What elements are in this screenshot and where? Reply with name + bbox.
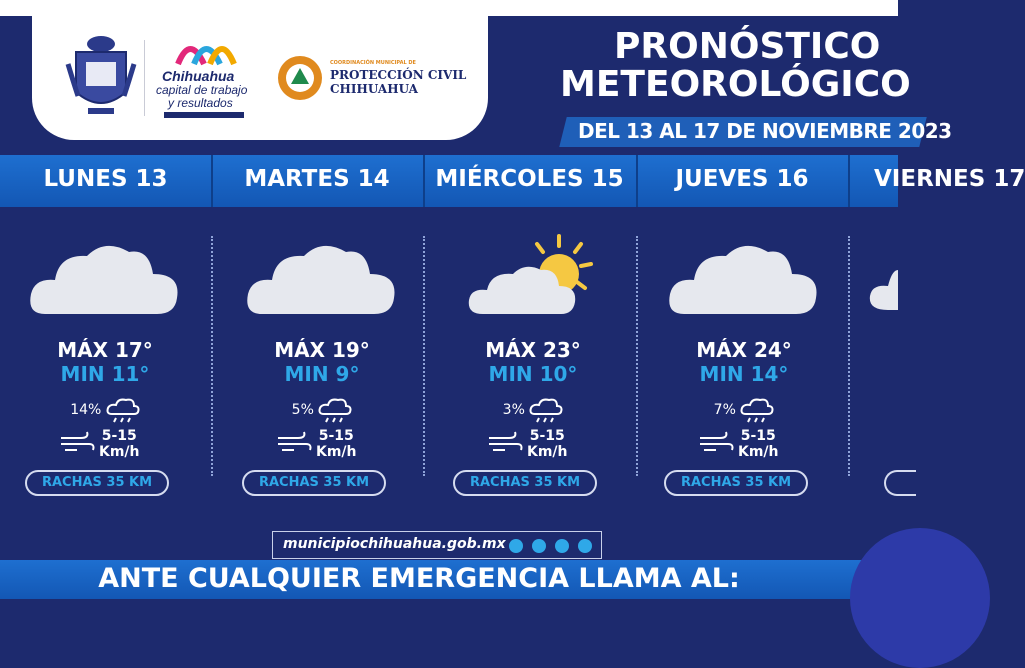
column-divider bbox=[211, 236, 213, 476]
day-column bbox=[222, 220, 422, 510]
min-temp: MIN 14° bbox=[699, 362, 789, 386]
wind-range: 5-15 bbox=[318, 428, 354, 444]
column-divider bbox=[423, 236, 425, 476]
proteccion-civil-logo bbox=[276, 54, 324, 102]
wind-info bbox=[644, 426, 844, 462]
wind-icon bbox=[276, 432, 312, 454]
day-column bbox=[644, 220, 844, 510]
tiktok-icon[interactable] bbox=[578, 539, 592, 553]
title-line-2: METEOROLÓGICO bbox=[560, 64, 911, 105]
gusts-badge: RACHAS 35 KM bbox=[25, 470, 169, 496]
wind-unit: Km/h bbox=[738, 444, 779, 460]
rain-cloud-icon bbox=[740, 398, 774, 422]
wind-icon bbox=[698, 432, 734, 454]
rain-chance bbox=[222, 398, 422, 422]
logo-panel bbox=[32, 0, 488, 140]
partly-sunny-icon bbox=[453, 234, 613, 324]
wind-unit: Km/h bbox=[99, 444, 140, 460]
brand-slogan-1: capital de trabajo bbox=[156, 83, 248, 97]
max-temp: MÁX 23° bbox=[485, 338, 581, 362]
max-temp: MÁX 17° bbox=[57, 338, 153, 362]
proteccion-line2: CHIHUAHUA bbox=[330, 82, 418, 96]
proteccion-line1: PROTECCIÓN CIVIL bbox=[330, 68, 467, 82]
wind-range: 5-15 bbox=[101, 428, 137, 444]
max-temp: MÁX 19° bbox=[274, 338, 370, 362]
wind-info bbox=[222, 426, 422, 462]
wind-icon bbox=[487, 432, 523, 454]
wind-info bbox=[5, 426, 205, 462]
date-range: DEL 13 AL 17 DE NOVIEMBRE 2023 bbox=[578, 119, 952, 143]
wind-speed bbox=[527, 428, 568, 460]
day-label-miercoles: MIÉRCOLES 15 bbox=[435, 166, 624, 192]
column-divider bbox=[636, 236, 638, 476]
min-temp: MIN 9° bbox=[284, 362, 360, 386]
gusts-badge-partial bbox=[884, 470, 916, 496]
rain-percent: 3% bbox=[502, 402, 525, 418]
website-box[interactable] bbox=[272, 531, 602, 559]
rain-cloud-icon bbox=[529, 398, 563, 422]
wind-speed bbox=[738, 428, 779, 460]
wind-icon bbox=[59, 432, 95, 454]
coat-of-arms-logo bbox=[66, 34, 136, 120]
min-temp: MIN 11° bbox=[60, 362, 150, 386]
wind-unit: Km/h bbox=[527, 444, 568, 460]
column-divider bbox=[848, 236, 850, 476]
rain-percent: 14% bbox=[70, 402, 102, 418]
corner-decoration bbox=[850, 528, 990, 668]
gusts-badge: RACHAS 35 KM bbox=[242, 470, 386, 496]
social-icons bbox=[509, 538, 596, 557]
cloud-icon bbox=[858, 264, 898, 314]
chihuahua-brand-icon bbox=[176, 40, 236, 66]
min-temp: MIN 10° bbox=[488, 362, 578, 386]
wind-range: 5-15 bbox=[740, 428, 776, 444]
gusts-badge: RACHAS 35 KM bbox=[664, 470, 808, 496]
wind-speed bbox=[316, 428, 357, 460]
gusts-badge: RACHAS 35 KM bbox=[453, 470, 597, 496]
day-separator bbox=[848, 155, 850, 207]
website-link[interactable]: municipiochihuahua.gob.mx bbox=[283, 536, 506, 552]
day-label-jueves: JUEVES 16 bbox=[675, 166, 809, 192]
brand-footnote-bar bbox=[164, 112, 244, 118]
cloud-icon bbox=[25, 234, 185, 324]
wind-range: 5-15 bbox=[529, 428, 565, 444]
rain-percent: 7% bbox=[713, 402, 736, 418]
brand-slogan-2: y resultados bbox=[168, 96, 233, 110]
max-temp: MÁX 24° bbox=[696, 338, 792, 362]
instagram-icon[interactable] bbox=[555, 539, 569, 553]
day-label-lunes: LUNES 13 bbox=[43, 166, 168, 192]
rain-cloud-icon bbox=[318, 398, 352, 422]
facebook-icon[interactable] bbox=[532, 539, 546, 553]
twitter-icon[interactable] bbox=[509, 539, 523, 553]
day-label-viernes: VIERNES 17 bbox=[874, 166, 1025, 192]
rain-chance bbox=[644, 398, 844, 422]
wind-unit: Km/h bbox=[316, 444, 357, 460]
cloud-icon bbox=[664, 234, 824, 324]
title-line-1: PRONÓSTICO bbox=[614, 26, 881, 67]
rain-cloud-icon bbox=[106, 398, 140, 422]
rain-chance bbox=[433, 398, 633, 422]
proteccion-small: COORDINACIÓN MUNICIPAL DE bbox=[330, 60, 416, 66]
cloud-icon bbox=[242, 234, 402, 324]
rain-percent: 5% bbox=[291, 402, 314, 418]
rain-chance bbox=[5, 398, 205, 422]
day-column bbox=[433, 220, 633, 510]
day-label-martes: MARTES 14 bbox=[244, 166, 390, 192]
day-column bbox=[5, 220, 205, 510]
wind-info bbox=[433, 426, 633, 462]
brand-name: Chihuahua bbox=[162, 68, 235, 84]
emergency-text: ANTE CUALQUIER EMERGENCIA LLAMA AL: bbox=[98, 563, 740, 594]
logo-divider bbox=[144, 40, 145, 116]
wind-speed bbox=[99, 428, 140, 460]
